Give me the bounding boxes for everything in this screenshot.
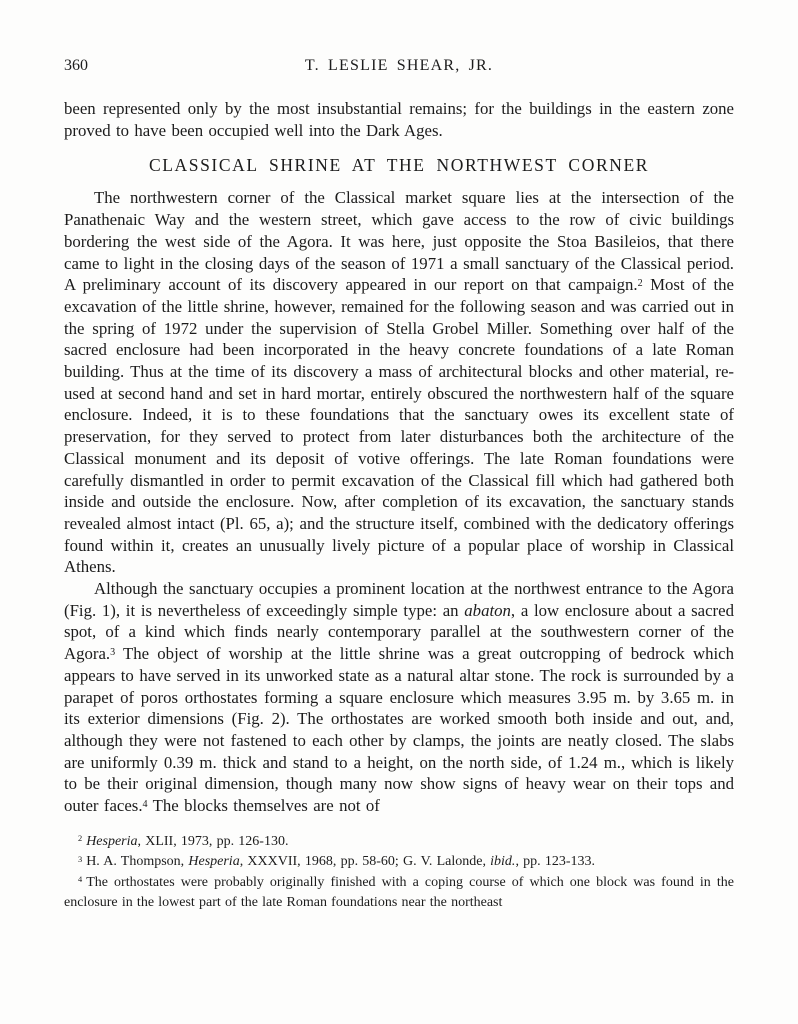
paragraph: The northwestern corner of the Classical market square lies at the intersection of the Panathenaic Way and the western street, which gave access to the row of civic buildings bordering the west side of the Agora. It was here, just opposite the Stoa Basileios, that there came to light in the closing days of the season of 1971 a small sanctuary of the Classical period. A preliminary account of its discovery appeared in our report on that campaign.$^2$ Most of the excavation of the little shrine, however, remained for the following season and was carried out in the spring of 1972 under the supervision of Stella Grobel Miller. Something over half of the sacred enclosure had been incorporated in the heavy concrete foundations of a late Roman building. Thus at the time of its discovery a mass of architectural blocks and other material, re-used at second hand and set in hard mortar, entirely obscured the northwestern half of the square enclosure. Indeed, it is to these foundations that the sanctuary owes its excellent state of preservation, for they served to protect from later disturbances both the architecture of the Classical monument and its deposit of votive offerings. The late Roman foundations were carefully dismantled in order to permit excavation of the Classical fill which had gathered both inside and outside the enclosure. Now, after completion of its excavation, the sanctuary stands revealed almost intact (Pl. 65, a); and the structure itself, combined with the dedicatory offerings found within it, creates an unusually lively picture of a popular place of worship in Classical Athens.: [64, 188, 734, 577]
footnotes-block: [64, 832, 734, 914]
footnote-text: The orthostates were probably originally finished with a coping course of which one block was found in the enclosure in the lowest part of the late Roman foundations near the northeast: [64, 874, 734, 911]
page-number: 360: [64, 57, 88, 74]
running-head-title: T. LESLIE SHEAR, JR.: [304, 57, 494, 74]
running-header: [64, 57, 734, 77]
footnote-text: Hesperia, XLII, 1973, pp. 126-130.: [86, 833, 289, 849]
footnote: [64, 832, 734, 853]
continuation-paragraph: been represented only by the most insubstantial remains; for the buildings in the eastern zone proved to have been occupied well into the Dark Ages.: [64, 99, 734, 140]
footnote: [64, 873, 734, 914]
footnote-marker: 3: [78, 854, 83, 864]
paragraph: Although the sanctuary occupies a prominent location at the northwest entrance to the Agora (Fig. 1), it is nevertheless of exceedingly simple type: an abaton, a low enclosure about a sacred spot, of a kind which finds nearly contemporary parallel at the southwestern corner of the Agora.$^3$ The object of worship at the little shrine was a great outcropping of bedrock which appears to have served in its unworked state as a natural altar stone. The rock is surrounded by a parapet of poros orthostates forming a square enclosure which measures 3.95 m. by 3.65 m. in its exterior dimensions (Fig. 2). The orthostates are worked smooth both inside and out, and, although they were not fastened to each other by clamps, the joints are neatly closed. The slabs are uniformly 0.39 m. thick and stand to a height, on the north side, of 1.24 m., which is likely to be their original dimension, though many now show signs of heavy wear on their tops and outer faces.$^4$ The blocks themselves are not of: [64, 579, 734, 816]
section-heading: CLASSICAL SHRINE AT THE NORTHWEST CORNER: [148, 155, 650, 176]
footnote: [64, 852, 734, 873]
article-body: [64, 98, 734, 914]
footnote-marker: 4: [78, 875, 83, 885]
footnote-text: H. A. Thompson, Hesperia, XXXVII, 1968, pp. 58-60; G. V. Lalonde, ibid., pp. 123-133.: [86, 854, 595, 870]
footnote-marker: 2: [78, 834, 83, 844]
